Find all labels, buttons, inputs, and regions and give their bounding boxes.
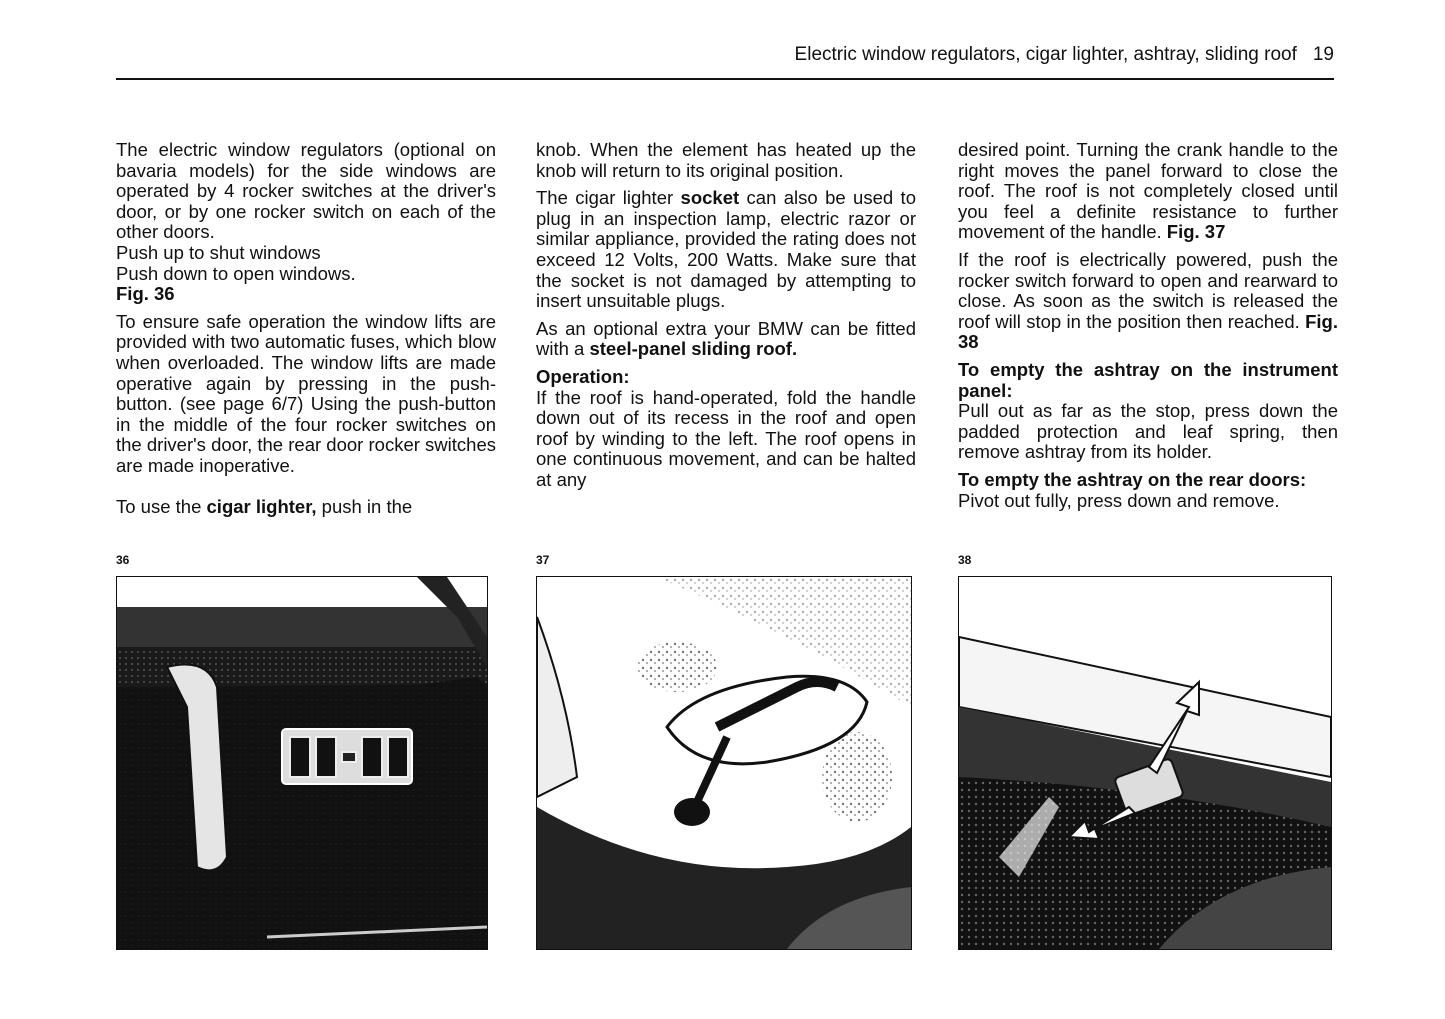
- text-column-2: [536, 140, 916, 498]
- figure-37-label: 37: [536, 553, 550, 567]
- sliding-roof-term: steel-panel sliding roof.: [589, 338, 798, 360]
- paragraph: knob. When the element has heated up the knob will return to its original position.: [536, 139, 916, 181]
- page-number: 19: [1312, 44, 1334, 65]
- paragraph: The electric window regulators (optional on bavaria models) for the side windows are operated by 4 rocker switches at the driver's door, or by one rocker switch on each of the other doors.: [116, 139, 496, 243]
- cigar-lighter-term: cigar lighter,: [206, 495, 317, 517]
- door-switches-illustration: [117, 577, 487, 949]
- paragraph: Pull out as far as the stop, press down the padded protection and leaf spring, then remove ashtray from its holder.: [958, 400, 1338, 463]
- figure-reference: Fig. 38: [958, 310, 1338, 353]
- paragraph: The cigar lighter socket can also be used to plug in an inspection lamp, electric razor or similar appliance, provided the rating does not exceed 12 Volts, 200 Watts. Make sure that the socket is not damaged by attempting to insert unsuitable plugs.: [536, 187, 916, 312]
- paragraph: Pivot out fully, press down and remove.: [958, 489, 1280, 511]
- figure-36-door-switches-image: [116, 576, 488, 950]
- instruction-line: Push down to open windows.: [116, 262, 356, 284]
- page-header: [116, 44, 1334, 80]
- figure-reference: Fig. 36: [116, 283, 175, 305]
- paragraph: As an optional extra your BMW can be fitted with a steel-panel sliding roof.: [536, 317, 916, 360]
- page-header-title: Electric window regulators, cigar lighter, ashtray, sliding roof: [794, 44, 1297, 65]
- section-heading: Operation:: [536, 365, 630, 387]
- paragraph: desired point. Turning the crank handle to the right moves the panel forward to close the roof. The roof is not completely closed until you feel a definite resistance to further movement of the handle. Fig. 37: [958, 139, 1338, 243]
- socket-term: socket: [680, 187, 740, 209]
- crank-knob: [674, 798, 710, 826]
- text-column-1: [116, 140, 496, 524]
- figure-36-label: 36: [116, 553, 130, 567]
- figure-38-label: 38: [958, 553, 972, 567]
- section-heading: To empty the ashtray on the instrument panel:: [958, 358, 1338, 401]
- instruction-line: Push up to shut windows: [116, 241, 321, 263]
- crank-handle-illustration: [537, 577, 911, 949]
- paragraph: To ensure safe operation the window lifts are provided with two automatic fuses, which blow when overloaded. The window lifts are made operative again by pressing in the push-button. (see page 6/7) Using the push-button in the middle of the four rocker switches on the driver's door, the rear door rocker switches are made inoperative.: [116, 310, 496, 476]
- roof-switch-illustration: [959, 577, 1331, 949]
- figure-37-crank-handle-image: [536, 576, 912, 950]
- paragraph: If the roof is hand-operated, fold the handle down out of its recess in the roof and open roof by winding to the left. The roof opens in one continuous movement, and can be halted at any: [536, 386, 916, 490]
- section-heading: To empty the ashtray on the rear doors:: [958, 468, 1307, 490]
- text-column-3: [958, 140, 1338, 518]
- figure-reference: Fig. 37: [1166, 221, 1226, 243]
- paragraph: To use the cigar lighter, push in the: [116, 495, 413, 517]
- paragraph: If the roof is electrically powered, push the rocker switch forward to open and rearward to close. As soon as the switch is released the roof will stop in the position then reached. Fig. 38: [958, 248, 1338, 353]
- figure-38-roof-switch-image: [958, 576, 1332, 950]
